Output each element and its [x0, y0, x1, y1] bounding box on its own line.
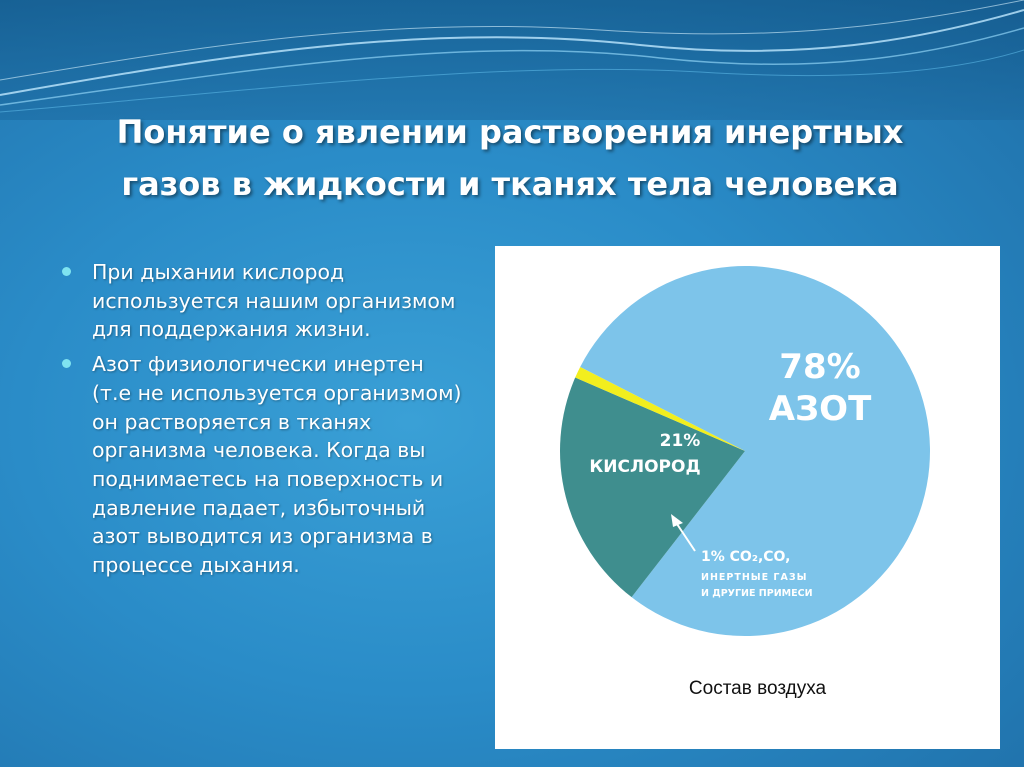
bullet-dot-icon: [62, 267, 71, 276]
bullet-list: [62, 258, 462, 586]
title-line-1: Понятие о явлении растворения инертных: [116, 113, 904, 151]
other-gases-label-line-1: 1% CO₂,CO,: [701, 549, 791, 565]
bullet-text: При дыхании кислород используется нашим организмом для поддержания жизни.: [92, 260, 456, 342]
slide-title: [60, 106, 960, 210]
other-gases-label-line-3: И ДРУГИЕ ПРИМЕСИ: [701, 588, 813, 599]
oxygen-percent-label: 21%: [659, 431, 701, 451]
chart-caption: Состав воздуха: [688, 678, 827, 699]
bullet-text: Азот физиологически инертен (т.е не используется организмом) он растворяется в тканях организма человека. Когда вы поднимаетесь на поверхность и давление падает, избыточный азот выводится из организма в процессе дыхания.: [92, 352, 462, 578]
wave-decoration: [0, 0, 1024, 120]
oxygen-name-label: КИСЛОРОД: [589, 457, 701, 477]
other-gases-label-line-2: ИНЕРТНЫЕ ГАЗЫ: [701, 572, 808, 583]
title-line-2: газов в жидкости и тканях тела человека: [121, 165, 899, 203]
azot-name-label: АЗОТ: [768, 389, 872, 429]
azot-percent-label: 78%: [779, 347, 861, 387]
bullet-item: [62, 258, 462, 344]
chart-panel: [495, 246, 1000, 749]
bullet-item: [62, 350, 462, 580]
pie-chart: [495, 246, 1000, 749]
bullet-dot-icon: [62, 359, 71, 368]
